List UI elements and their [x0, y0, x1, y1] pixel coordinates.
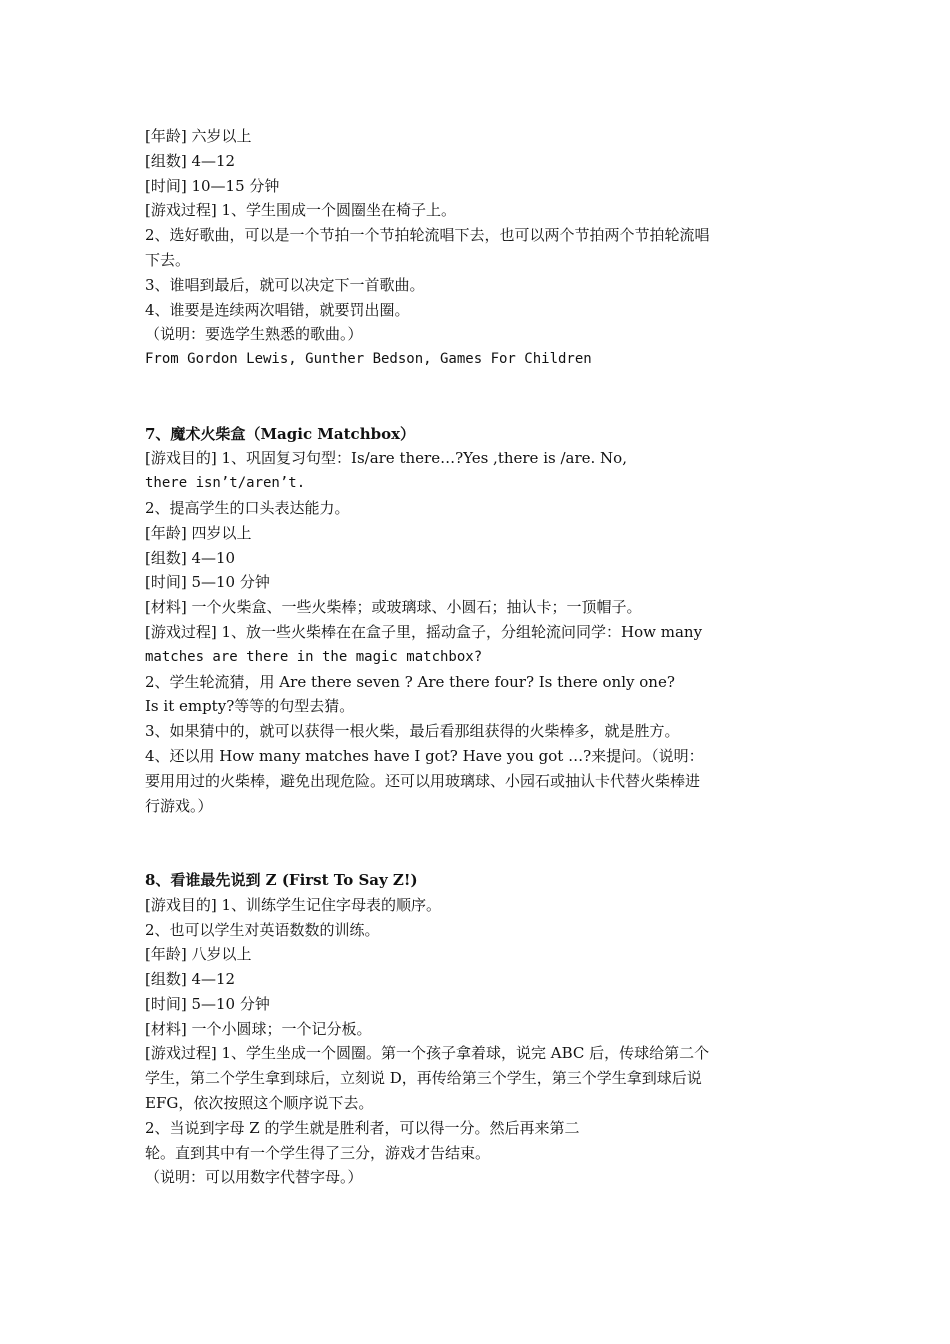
section-heading: 7、魔术火柴盒（Magic Matchbox）: [145, 424, 416, 443]
purpose-line: there isn’t/aren’t.: [145, 475, 306, 492]
section-spacer: [145, 818, 795, 868]
section-6: [145, 124, 795, 372]
age-line: [年龄] 六岁以上: [145, 127, 252, 145]
procedure-line: Is it empty?等等的句型去猜。: [145, 697, 355, 716]
procedure-line: 下去。: [145, 250, 191, 269]
group-count-line: [组数] 4—12: [145, 970, 236, 989]
time-line: [时间] 10—15 分钟: [145, 176, 280, 195]
age-line: [年龄] 八岁以上: [145, 945, 252, 964]
purpose-line: 2、也可以学生对英语数数的训练。: [145, 920, 380, 939]
procedure-line: [游戏过程] 1、学生坐成一个圆圈。第一个孩子拿着球，说完 ABC 后，传球给第二个: [145, 1044, 710, 1063]
note-line: 行游戏。）: [145, 796, 213, 815]
procedure-line: 2、学生轮流猜，用 Are there seven ? Are there four? Is there only one?: [145, 672, 675, 691]
materials-line: [材料] 一个小圆球；一个记分板。: [145, 1019, 372, 1038]
note-line: 要用用过的火柴棒，避免出现危险。还可以用玻璃球、小园石或抽认卡代替火柴棒进: [145, 771, 701, 790]
section-8: [145, 868, 795, 1190]
procedure-line: matches are there in the magic matchbox?: [145, 648, 483, 665]
time-line: [时间] 5—10 分钟: [145, 573, 270, 592]
note-line: （说明：要选学生熟悉的歌曲。）: [145, 325, 363, 344]
procedure-line: 学生，第二个学生拿到球后，立刻说 D，再传给第三个学生，第三个学生拿到球后说: [145, 1069, 702, 1088]
document-page: [145, 124, 795, 1190]
procedure-line: 3、如果猜中的，就可以获得一根火柴，最后看那组获得的火柴棒多，就是胜方。: [145, 722, 680, 741]
purpose-line: [游戏目的] 1、巩固复习句型：Is/are there…?Yes ,there is /are. No,: [145, 449, 627, 468]
materials-line: [材料] 一个火柴盒、一些火柴棒；或玻璃球、小圆石；抽认卡；一顶帽子。: [145, 598, 642, 617]
procedure-line: 2、选好歌曲，可以是一个节拍一个节拍轮流唱下去，也可以两个节拍两个节拍轮流唱: [145, 226, 710, 245]
group-count-line: [组数] 4—10: [145, 548, 236, 567]
purpose-line: [游戏目的] 1、训练学生记住字母表的顺序。: [145, 895, 442, 914]
procedure-line: 4、谁要是连续两次唱错，就要罚出圈。: [145, 300, 410, 319]
note-line: （说明：可以用数字代替字母。）: [145, 1168, 363, 1187]
procedure-line: 3、谁唱到最后，就可以决定下一首歌曲。: [145, 275, 425, 294]
procedure-line: EFG，依次按照这个顺序说下去。: [145, 1094, 374, 1113]
purpose-line: 2、提高学生的口头表达能力。: [145, 498, 350, 517]
section-7: [145, 422, 795, 819]
procedure-line: [游戏过程] 1、放一些火柴棒在在盒子里，摇动盒子，分组轮流问同学：How many: [145, 622, 703, 641]
source-line: From Gordon Lewis, Gunther Bedson, Games For Children: [145, 351, 592, 368]
group-count-line: [组数] 4—12: [145, 151, 236, 170]
section-heading: 8、看谁最先说到 Z (First To Say Z!): [145, 870, 418, 889]
procedure-line: [游戏过程] 1、学生围成一个圆圈坐在椅子上。: [145, 201, 457, 220]
age-line: [年龄] 四岁以上: [145, 523, 252, 542]
procedure-line: 2、当说到字母 Z 的学生就是胜利者，可以得一分。然后再来第二: [145, 1118, 580, 1137]
procedure-line: 4、还以用 How many matches have I got? Have you got …?来提问。（说明：: [145, 746, 704, 765]
time-line: [时间] 5—10 分钟: [145, 994, 270, 1013]
procedure-line: 轮。直到其中有一个学生得了三分，游戏才告结束。: [145, 1143, 491, 1162]
section-spacer: [145, 372, 795, 422]
